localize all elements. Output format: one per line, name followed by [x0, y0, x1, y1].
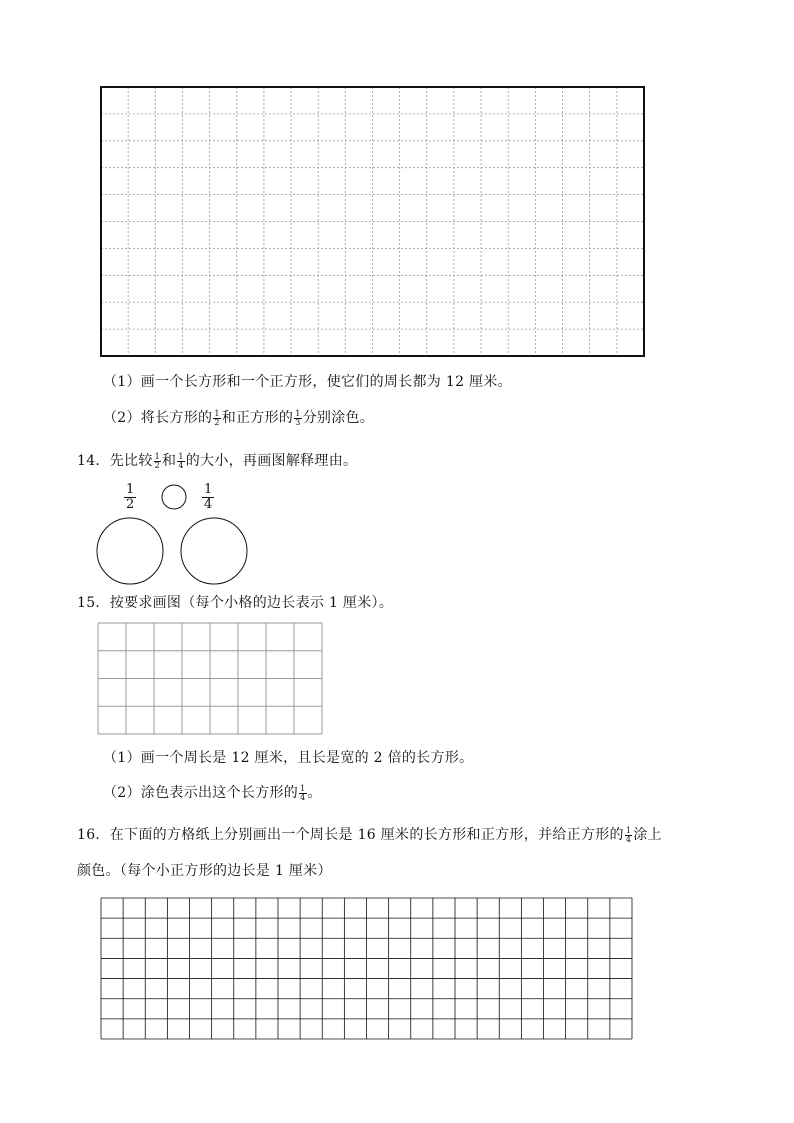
fraction-one-quarter: $\frac{1}{4}$ — [625, 825, 632, 844]
q15-grid — [97, 622, 325, 736]
fraction-one-half: $\frac{1}{2}$ — [154, 451, 161, 470]
q16-question-line-2: 颜色。（每个小正方形的边长是 1 厘米） — [77, 863, 332, 879]
q15-item-2: （2）涂色表示出这个长方形的 $\frac{1}{4}$ 。 — [103, 783, 322, 802]
fraction-one-quarter: $\frac{1}{4}$ — [178, 451, 184, 470]
q14-circle-half — [96, 517, 166, 587]
q13-item-2: （2）将长方形的 $\frac{1}{2}$ 和正方形的 $\frac{1}{3}$ 分别涂色。 — [103, 408, 375, 427]
q14-label-half: $\frac{1}{2}$ — [126, 482, 135, 512]
fraction-one-third: $\frac{1}{3}$ — [295, 408, 301, 427]
q15-item-1: （1）画一个周长是 12 厘米，且长是宽的 2 倍的长方形。 — [103, 750, 474, 766]
q14-circle-quarter — [180, 517, 250, 587]
q15-question: 15．按要求画图（每个小格的边长表示 1 厘米）。 — [77, 595, 394, 611]
q14-label-quarter: $\frac{1}{4}$ — [204, 482, 213, 512]
q16-question-line-1: 16．在下面的方格纸上分别画出一个周长是 16 厘米的长方形和正方形，并给正方形的 $\frac{1}{4}$ 涂上 — [77, 825, 662, 844]
q13-item-1: （1）画一个长方形和一个正方形，使它们的周长都为 12 厘米。 — [103, 374, 512, 390]
fraction-one-quarter: $\frac{1}{4}$ — [300, 783, 306, 802]
fraction-one-half: $\frac{1}{2}$ — [214, 408, 220, 427]
q14-question: 14．先比较 $\frac{1}{2}$ 和 $\frac{1}{4}$ 的大小，再画图解释理由。 — [77, 451, 358, 470]
q16-grid — [100, 897, 635, 1042]
q13-grid — [100, 86, 646, 358]
q14-compare-circle — [160, 483, 188, 511]
